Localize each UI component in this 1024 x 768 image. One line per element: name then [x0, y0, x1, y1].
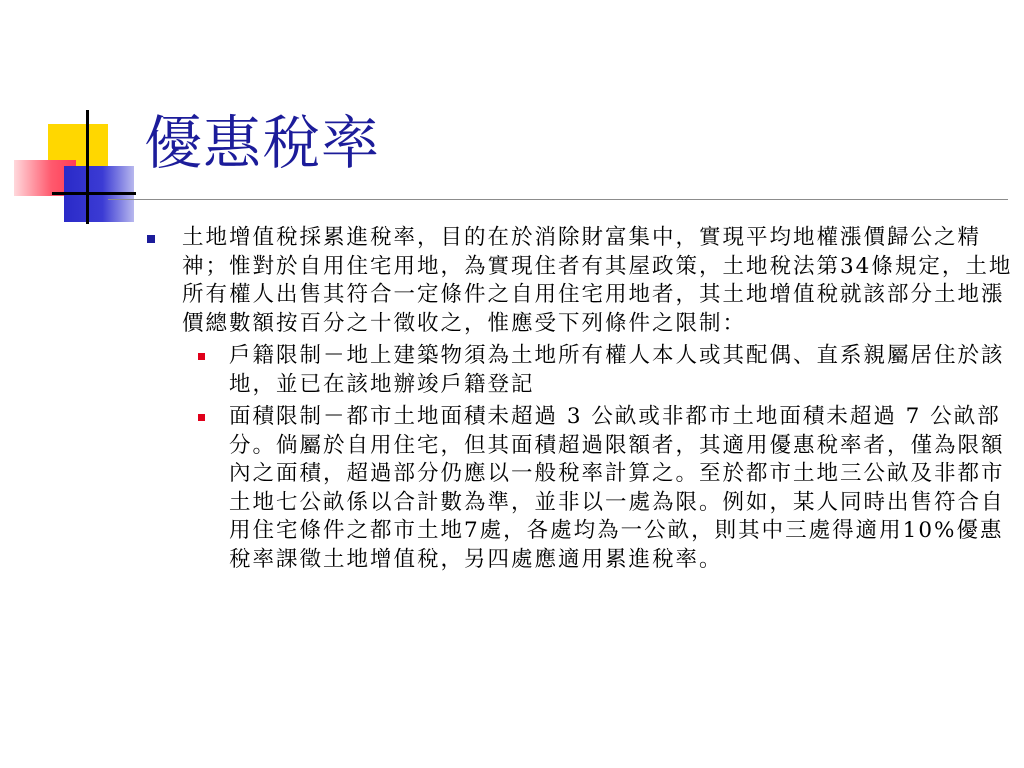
slide-content	[145, 224, 1015, 578]
slide-title: 優惠稅率	[144, 109, 381, 177]
main-bullet-text: 土地增值稅採累進稅率，目的在於消除財富集中，實現平均地權漲價歸公之精神；惟對於自用住宅用地，為實現住者有其屋政策，土地稅法第34條規定，土地所有權人出售其符合一定條件之自用住宅用地者，其土地增值稅就該部分土地漲價總數額按百分之十徵收之，惟應受下列條件之限制：	[182, 225, 1013, 336]
square-bullet-icon	[198, 414, 205, 421]
sub-bullet-area-limit	[192, 403, 1015, 574]
sub-bullet-text: 戶籍限制－地上建築物須為土地所有權人本人或其配偶、直系親屬居住於該地，並已在該地辦竣戶籍登記	[229, 343, 1005, 397]
sub-bullet-text: 面積限制－都市土地面積未超過 3 公畝或非都市土地面積未超過 7 公畝部分。倘屬於自用住宅，但其面積超過限額者，其適用優惠稅率者，僅為限額內之面積，超過部分仍應以一般稅率計算之。至於都市土地三公畝及非都市土地七公畝係以合計數為準，並非以一處為限。例如，某人同時出售符合自用住宅條件之都市土地7處，各處均為一公畝，則其中三處得適用10%優惠稅率課徵土地增值稅，另四處應適用累進稅率。	[229, 404, 1005, 572]
sub-bullet-list	[145, 342, 1015, 574]
logo-horizontal-line	[52, 192, 136, 195]
sub-bullet-household-registration	[192, 342, 1015, 399]
logo-vertical-line	[86, 110, 89, 224]
main-bullet	[145, 224, 1015, 338]
square-bullet-icon	[198, 353, 205, 360]
square-bullet-icon	[147, 235, 155, 243]
title-underline	[108, 199, 1008, 200]
